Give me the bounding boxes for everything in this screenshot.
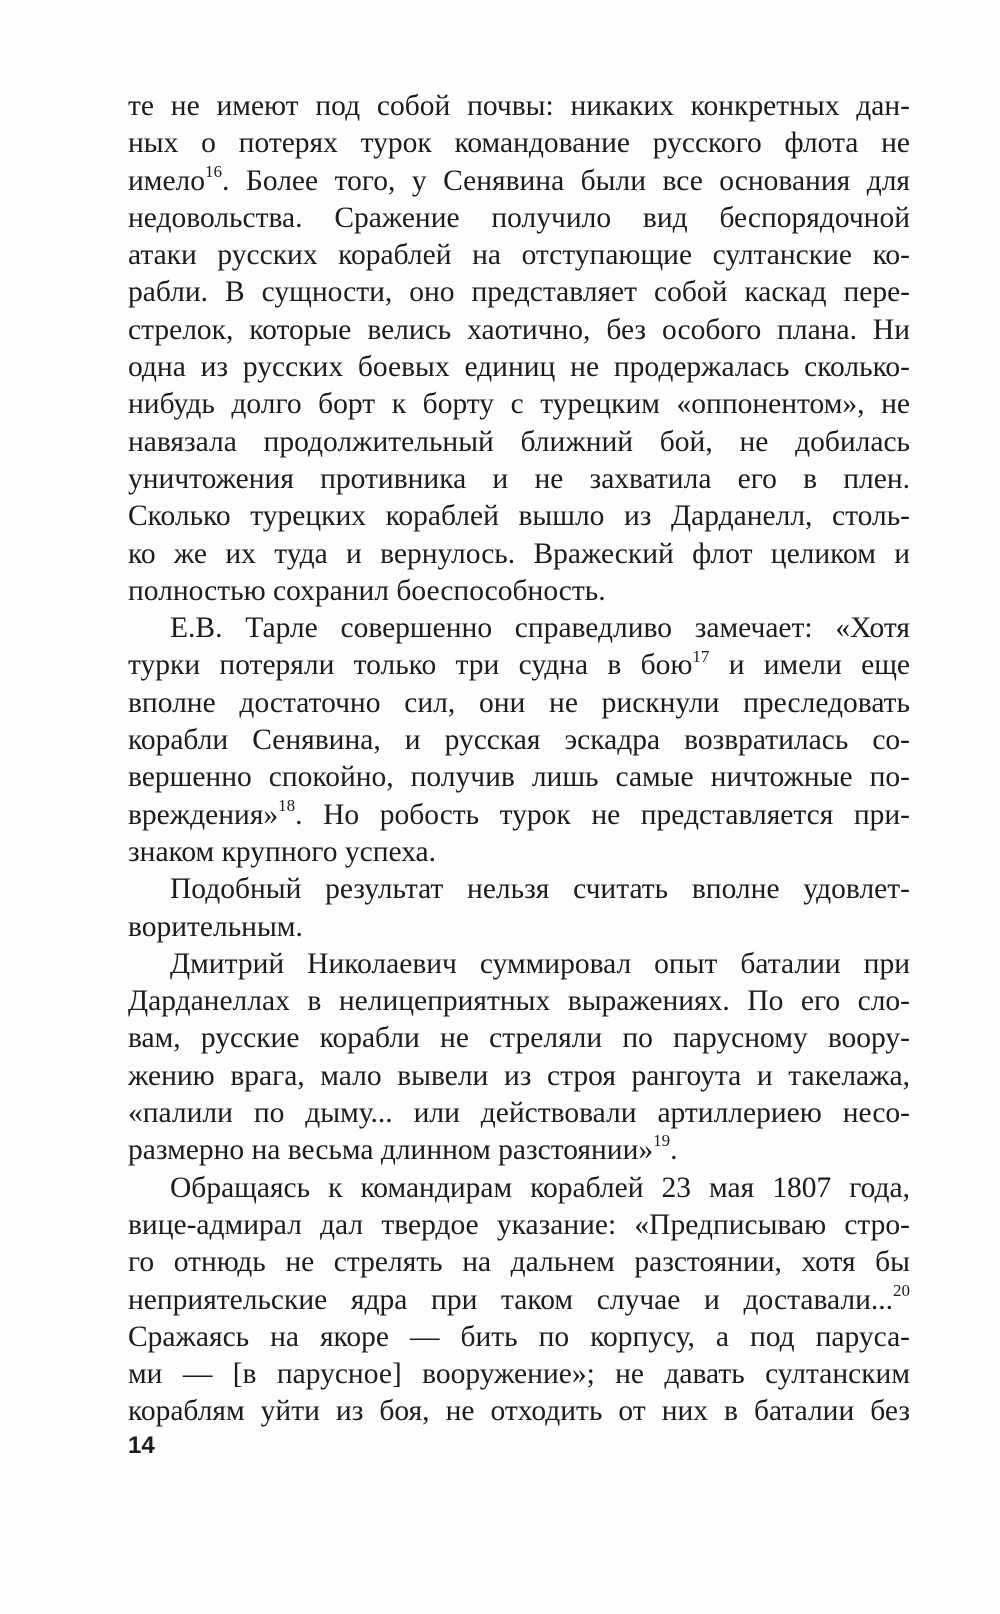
text-line-3: [128, 163, 910, 200]
text-line-10: навязала продолжительный ближний бой, не добилась: [128, 425, 910, 458]
text-line-14: полностью сохранил боеспособность.: [128, 574, 606, 607]
text-line-28: «палили по дыму... или действовали артиллериею несо-: [128, 1097, 910, 1130]
text-line-2: ных о потерях турок командование русского флота не: [128, 127, 910, 160]
text-line-30: Обращаясь к командирам кораблей 23 мая 1807 года,: [170, 1171, 910, 1204]
footnote-ref-17: 17: [692, 646, 710, 666]
text-line-20-end: . Но робость турок не представляется при-: [295, 798, 910, 831]
text-line-32: го отнюдь не стрелять на дальнем разстоянии, хотя бы: [128, 1246, 910, 1279]
text-line-20: [128, 797, 910, 834]
text-line-18: корабли Сенявина, и русская эскадра возвратилась со-: [128, 724, 910, 757]
text-line-7: стрелок, которые велись хаотично, без особого плана. Ни: [128, 313, 910, 346]
text-line-8: одна из русских боевых единиц не продержалась сколько-: [128, 351, 910, 384]
text-line-15: Е.В. Тарле совершенно справедливо замечает: «Хотя: [170, 612, 910, 645]
text-line-33-start: неприятельские ядра при таком случае и доставали...: [128, 1283, 893, 1316]
text-line-24: Дмитрий Николаевич суммировал опыт баталии при: [170, 947, 910, 980]
text-line-31: вице-адмирал дал твердое указание: «Предписываю стро-: [128, 1208, 910, 1241]
text-line-5: атаки русских кораблей на отступающие султанские ко-: [128, 239, 910, 272]
text-line-20-start: вреждения»: [128, 798, 279, 831]
body-text: [128, 88, 910, 1431]
text-line-12: Сколько турецких кораблей вышло из Дарданелл, столь-: [128, 500, 910, 533]
page-number: 14: [128, 1432, 155, 1459]
text-line-25: Дарданеллах в нелицеприятных выражениях. По его сло-: [128, 985, 910, 1018]
text-line-29-start: размерно на весьма длинном разстоянии»: [128, 1134, 654, 1167]
text-line-11: уничтожения противника и не захватила его в плен.: [128, 462, 910, 495]
text-line-22: Подобный результат нельзя считать вполне удовлет-: [170, 873, 910, 906]
text-line-27: жению врага, мало вывели из строя рангоута и такелажа,: [128, 1059, 910, 1092]
text-line-17: вполне достаточно сил, они не рискнули преследовать: [128, 686, 910, 719]
footnote-ref-20: 20: [893, 1280, 910, 1300]
text-line-3-end: . Более того, у Сенявина были все основания для: [222, 164, 910, 197]
text-line-21: знаком крупного успеха.: [128, 835, 437, 868]
text-line-13: ко же их туда и вернулось. Вражеский флот целиком и: [128, 537, 910, 570]
text-line-26: вам, русские корабли не стреляли по парусному воору-: [128, 1022, 910, 1055]
text-line-29: [128, 1132, 910, 1169]
text-line-16-start: турки потеряли только три судна в бою: [128, 649, 693, 682]
text-line-29-end: .: [670, 1134, 678, 1167]
footnote-ref-19: 19: [653, 1131, 671, 1151]
text-line-4: недовольства. Сражение получило вид беспорядочной: [128, 201, 910, 234]
footnote-ref-16: 16: [205, 161, 223, 181]
text-line-35: ми — [в парусное] вооружение»; не давать султанским: [128, 1358, 910, 1391]
text-line-34: Сражаясь на якоре — бить по корпусу, а под паруса-: [128, 1320, 910, 1353]
text-line-16-end: и имели еще: [709, 649, 910, 682]
text-line-1: те не имеют под собой почвы: никаких конкретных дан-: [128, 90, 910, 122]
text-line-6: рабли. В сущности, оно представляет собой каскад пере-: [128, 276, 910, 309]
text-line-16: [128, 647, 910, 684]
footnote-ref-18: 18: [278, 795, 296, 815]
text-line-9: нибудь долго борт к борту с турецким «оппонентом», не: [128, 388, 910, 421]
text-line-23: ворительным.: [128, 910, 303, 943]
text-line-3-start: имело: [128, 164, 206, 197]
text-line-36: кораблям уйти из боя, не отходить от них в баталии без: [128, 1395, 910, 1428]
text-line-33: [128, 1282, 910, 1319]
text-line-19: вершенно спокойно, получив лишь самые ничтожные по-: [128, 761, 910, 794]
